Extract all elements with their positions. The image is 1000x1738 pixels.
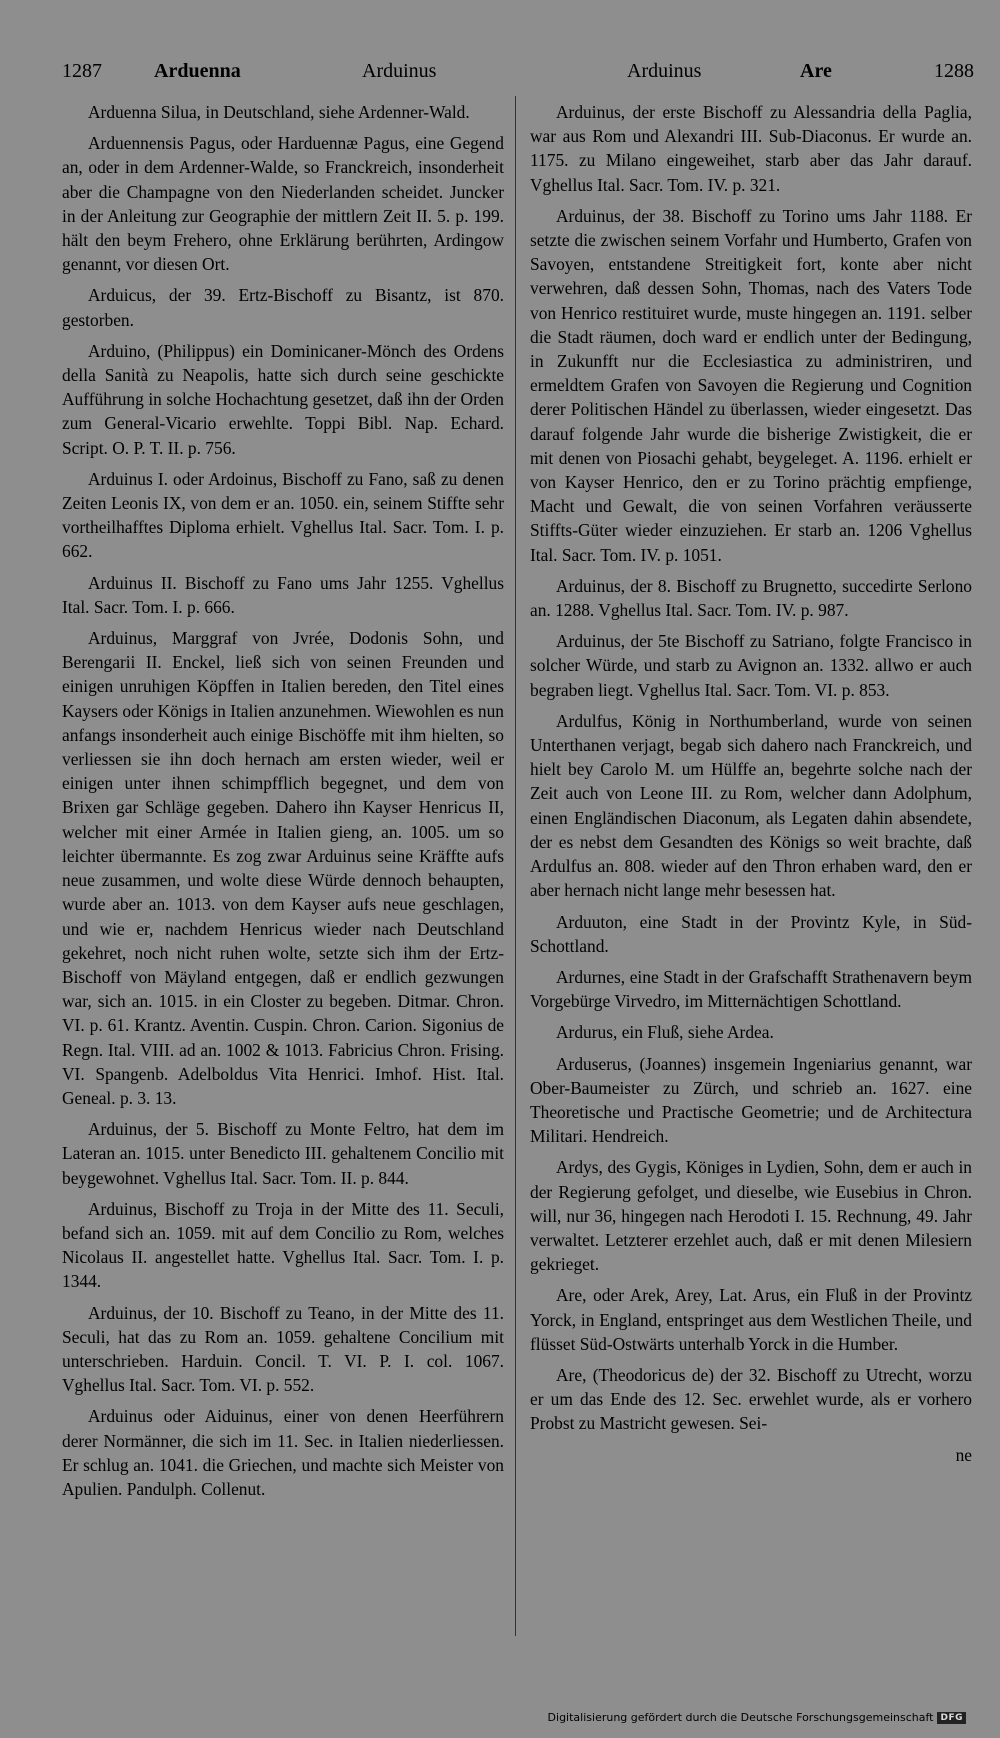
lexicon-entry: Arduinus, Bischoff zu Troja in der Mitte des 11. Seculi, befand sich an. 1059. mit auf dem Concilio zu Rom, welches Nicolaus II. angestellet hatte. Vghellus Ital. Sacr. Tom. I. p. 1344. [62,1198,504,1292]
page-header [62,60,974,90]
footer-credit-text: Digitalisierung gefördert durch die Deutsche Forschungsgemeinschaft [547,1711,934,1724]
dfg-logo-icon: DFG [937,1712,966,1724]
catchword: ne [955,1444,972,1465]
lexicon-entry: Ardurus, ein Fluß, siehe Ardea. [556,1022,774,1043]
lexicon-entry: Arduinus oder Aiduinus, einer von denen Heerführern derer Normänner, die sich im 11. Sec. in Italien niederliessen. Er schlug an. 1041. die Griechen, und machte sich Meister von Apulien. Pandulph. Collenut. [62,1406,504,1499]
lexicon-entry: Arduinus, der 10. Bischoff zu Teano, in der Mitte des 11. Seculi, hat das zu Rom an. 1059. gehaltene Concilium mit unterschrieben. Harduin. Concil. T. VI. P. I. col. 1067. Vghellus Ital. Sacr. Tom. VI. p. 552. [62,1302,504,1396]
lexicon-entry: Arduicus, der 39. Ertz-Bischoff zu Bisantz, ist 870. gestorben. [62,285,504,330]
lexicon-entry: Ardys, des Gygis, Königes in Lydien, Sohn, dem er auch in der Regierung gefolget, und dieselbe, wie Eusebius in Chron. will, nur 36, hingegen nach Herodoti I. 15. Rechnung, 49. Jahr verwaltet. Letzterer erzehlet auch, daß er mit denen Milesiern gekrieget. [530,1157,972,1275]
lexicon-entry: Arduinus II. Bischoff zu Fano ums Jahr 1255. Vghellus Ital. Sacr. Tom. I. p. 666. [62,572,504,617]
lexicon-entry: Arduinus, der 8. Bischoff zu Brugnetto, succedirte Serlono an. 1288. Vghellus Ital. Sacr. Tom. IV. p. 987. [530,575,972,621]
column-divider [515,96,516,1636]
digitization-footer [548,1711,966,1724]
left-column [62,100,504,1660]
right-column-headword: Arduinus [627,60,702,82]
lexicon-entry: Ardurnes, eine Stadt in der Grafschafft Strathenavern beym Vorgebürge Virvedro, im Mitternächtigen Schottland. [530,966,972,1012]
lexicon-entry: Arduinus I. oder Ardoinus, Bischoff zu Fano, saß zu denen Zeiten Leonis IX, von dem er an. 1050. ein, seinem Stiffte sehr vortheilhafftes Diploma erhielt. Vghellus Ital. Sacr. Tom. I. p. 662. [62,468,504,562]
lexicon-entry: Arduinus, der 5. Bischoff zu Monte Feltro, hat dem im Lateran an. 1015. unter Benedicto III. gehaltenem Concilio mit beygewohnet. Vghellus Ital. Sacr. Tom. II. p. 844. [62,1119,504,1188]
lexicon-entry: Arduuton, eine Stadt in der Provintz Kyle, in Süd-Schottland. [530,911,972,956]
lexicon-entry: Arduenna Silua, in Deutschland, siehe Ardenner-Wald. [88,102,470,122]
right-column [530,100,972,1660]
right-page-number: 1288 [934,60,974,82]
lexicon-entry: Arduino, (Philippus) ein Dominicaner-Mönch des Ordens della Sanità zu Neapolis, hatte sich durch seine geschickte Aufführung in solche Hochachtung gesetzet, daß ihn der Orden zum General-Vicario erwehlte. Toppi Bibl. Nap. Echard. Script. O. P. T. II. p. 756. [62,340,504,458]
left-column-headword: Arduinus [362,60,437,82]
lexicon-entry: Arduserus, (Joannes) insgemein Ingeniarius genannt, war Ober-Baumeister zu Zürch, und schrieb an. 1627. eine Theoretische und Practische Geometrie; und de Architectura Militari. Hendreich. [530,1053,972,1147]
lexicon-entry: Arduinus, der erste Bischoff zu Alessandria della Paglia, war aus Rom und Alexandri III. Sub-Diaconus. Er wurde an. 1175. zu Milano eingeweihet, starb aber das Jahr darauf. Vghellus Ital. Sacr. Tom. IV. p. 321. [530,102,972,195]
left-running-head: Arduenna [154,60,241,82]
right-running-head: Are [800,60,832,82]
lexicon-entry: Arduennensis Pagus, oder Harduennæ Pagus, eine Gegend an, oder in dem Ardenner-Walde, so Franckreich, insonderheit aber die Champagne von den Niederlanden scheidet. Juncker in der Anleitung zur Geographie der mittlern Zeit II. 5. p. 199. hält den beym Frehero, ohne Erklärung berührten, Ardingow genannt, vor diesen Ort. [62,133,504,275]
lexicon-entry: Ardulfus, König in Northumberland, wurde von seinen Unterthanen verjagt, begab sich dahero nach Franckreich, und hielt bey Carolo M. um Hülffe an, begehrte solche nach der Zeit auch von Leone III. zu Rom, welcher dann Adolphum, einen Engländischen Diaconum, als Legaten dahin absendete, der es nebst dem Gesandten des Königs so weit brachte, daß Ardulfus an. 808. wieder auf den Thron erhaben ward, den er aber hernach nicht lange mehr besessen hat. [530,710,972,901]
lexicon-entry: Are, (Theodoricus de) der 32. Bischoff zu Utrecht, worzu er um das Ende des 12. Sec. erwehlet wurde, als er vorhero Probst zu Mastricht gewesen. Sei- [530,1364,972,1434]
left-page-number: 1287 [62,60,102,82]
lexicon-entry: Arduinus, Marggraf von Jvrée, Dodonis Sohn, und Berengarii II. Enckel, ließ sich von seinen Freunden und einigen unruhigen Köpffen in Italien bereden, den Titel eines Kaysers oder Königs in Italien anzunehmen. Wiewohlen es nun anfangs insonderheit auch einige Bischöffe mit ihm hielten, so verliessen sie ihn doch hernach am ersten wieder, weil er einigen unter ihnen schimpfflich begegnet, und dem von Brixen gar Schläge gegeben. Dahero ihn Kayser Henricus II, welcher mit einer Armée in Italien gieng, an. 1005. um so leichter übermannte. Es zog zwar Arduinus seine Kräffte aufs neue zusammen, und wolte diese Würde dennoch behaupten, wurde aber an. 1013. von dem Kayser aufs neue geschlagen, und wie er, nachdem Henricus wieder nach Deutschland gekehret, noch nicht ruhen wolte, setzte sich ihm der Ertz-Bischoff von Mäyland entgegen, daß er endlich gezwungen war, sich an. 1015. in ein Closter zu begeben. Ditmar. Chron. VI. p. 61. Krantz. Aventin. Cuspin. Chron. Carion. Sigonius de Regn. Ital. VIII. ad an. 1002 & 1013. Fabricius Chron. Frising. VI. Spangenb. Adelboldus Vita Henrici. Imhof. Hist. Ital. Geneal. p. 3. 13. [62,628,504,1108]
lexicon-entry: Arduinus, der 5te Bischoff zu Satriano, folgte Francisco in solcher Würde, und starb zu Avignon an. 1332. allwo er auch begraben liegt. Vghellus Ital. Sacr. Tom. VI. p. 853. [530,631,972,700]
lexicon-entry: Are, oder Arek, Arey, Lat. Arus, ein Fluß in der Provintz Yorck, in England, entspringet aus dem Westlichen Theile, und flüsset Süd-Ostwärts unterhalb Yorck in die Humber. [530,1285,972,1354]
lexicon-entry: Arduinus, der 38. Bischoff zu Torino ums Jahr 1188. Er setzte die zwischen seinem Vorfahr und Humberto, Grafen von Savoyen, entstandene Streitigkeit fort, konte aber nicht verwehren, daß dessen Sohn, Thomas, nach des Vaters Tode von Henrico restituiret wurde, muste hingegen an. 1191. selber die Stadt räumen, doch ward er endlich unter der Bedingung, in Zukunfft nur die Ecclesiastica zu administriren, und ermeldtem Grafen von Savoyen die Regierung und Cognition derer Politischen Händel zu überlassen, wieder eingesetzt. Das darauf folgende Jahr wurde die bisherige Zwistigkeit, die er mit denen von Piosachi gehabt, beygeleget. A. 1196. erhielt er von Kayser Henrico, den er zu Torino prächtig empfienge, Macht und Gewalt, die von seinen Vorfahren veräusserte Stiffts-Güter wieder einzuziehen. Er starb an. 1206 Vghellus Ital. Sacr. Tom. IV. p. 1051. [530,205,972,565]
